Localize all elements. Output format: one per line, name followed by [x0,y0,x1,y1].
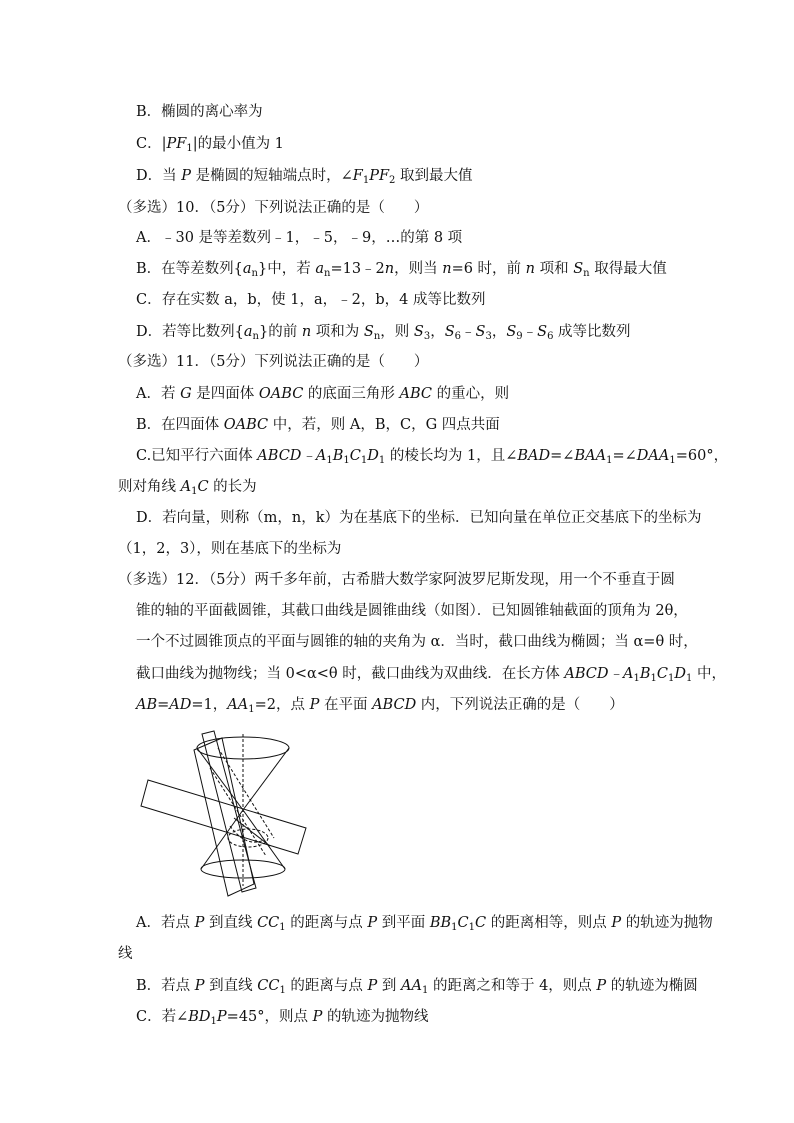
q10-stem: （多选）10．（5分）下列说法正确的是（ ） [118,200,429,216]
q11-stem: （多选）11．（5分）下列说法正确的是（ ） [118,354,429,370]
q12-option-c: C．若$\angle BD_1P=45^\circ$，则点 P 的轨迹为抛物线 [136,1009,429,1027]
cone-section-figure [138,728,308,898]
q9-option-b: B．椭圆的离心率为 [136,104,263,120]
q11-option-a: A．若 G 是四面体 OABC 的底面三角形 ABC 的重心，则 [136,386,510,402]
q11-option-d-continued: （1，2，3），则在基底下的坐标为 [118,541,342,557]
q12-stem: （多选）12．（5分）两千多年前，古希腊大数学家阿波罗尼斯发现，用一个不垂直于圆 [118,572,675,588]
q10-option-c: C．存在实数 a，b，使 1，a，﹣2，b，4 成等比数列 [136,292,486,308]
q11-option-c: C.已知平行六面体 $ABCD﹣A_1B_1C_1D_1$ 的棱长均为 1，且$\angle BAD=\angle BAA_1=\angle DAA_1=60^\circ$， [136,448,729,466]
q11-option-d: D．若向量，则称（m，n，k）为在基底下的坐标．已知向量在单位正交基底下的坐标为 [136,510,702,526]
q12-stem-line-5: AB=AD=1，$AA_1=2$，点 P 在平面 ABCD 内，下列说法正确的是（ ） [136,697,624,715]
q12-stem-line-2: 锥的轴的平面截圆锥，其截口曲线是圆锥曲线（如图）．已知圆锥轴截面的顶角为 2θ， [136,603,688,619]
q12-option-b: B．若点 P 到直线 $CC_1$ 的距离与点 P 到 $AA_1$ 的距离之和等于 4，则点 P 的轨迹为椭圆 [136,978,698,996]
q11-option-b: B．在四面体 OABC 中，若，则 A，B，C，G 四点共面 [136,417,500,433]
cutting-plane-tilted-2 [202,731,256,892]
q10-option-d: D．若等比数列$\{a_n\}$的前 n 项和为 $S_n$，则 $S_3$，$S_6﹣S_3$，$S_9﹣S_6$ 成等比数列 [136,324,631,342]
q10-option-a: A．﹣30 是等差数列﹣1，﹣5，﹣9，…的第 8 项 [136,230,463,246]
q12-option-a: A．若点 P 到直线 $CC_1$ 的距离与点 P 到平面 $BB_1C_1C$ 的距离相等，则点 P 的轨迹为抛物 [136,915,713,933]
q9-option-d: D．当 P 是椭圆的短轴端点时，$\angle F_1PF_2$ 取到最大值 [136,168,473,186]
q11-option-c-continued: 则对角线 $A_1C$ 的长为 [118,479,257,497]
q12-stem-line-4: 截口曲线为抛物线；当 0<α<θ 时，截口曲线为双曲线．在长方体 $ABCD﹣A_1B_1C_1D_1$ 中， [136,666,726,684]
q12-stem-line-3: 一个不过圆锥顶点的平面与圆锥的轴的夹角为 α．当时，截口曲线为椭圆；当 α=θ 时， [136,634,698,650]
q10-option-b: B．在等差数列$\{a_n\}$中，若 $a_n=13﹣2n$，则当 n=6 时，前 n 项和 $S_n$ 取得最大值 [136,261,667,279]
q9-option-c: C．$|PF_1|$的最小值为 1 [136,136,284,154]
q12-option-a-continued: 线 [118,946,133,962]
